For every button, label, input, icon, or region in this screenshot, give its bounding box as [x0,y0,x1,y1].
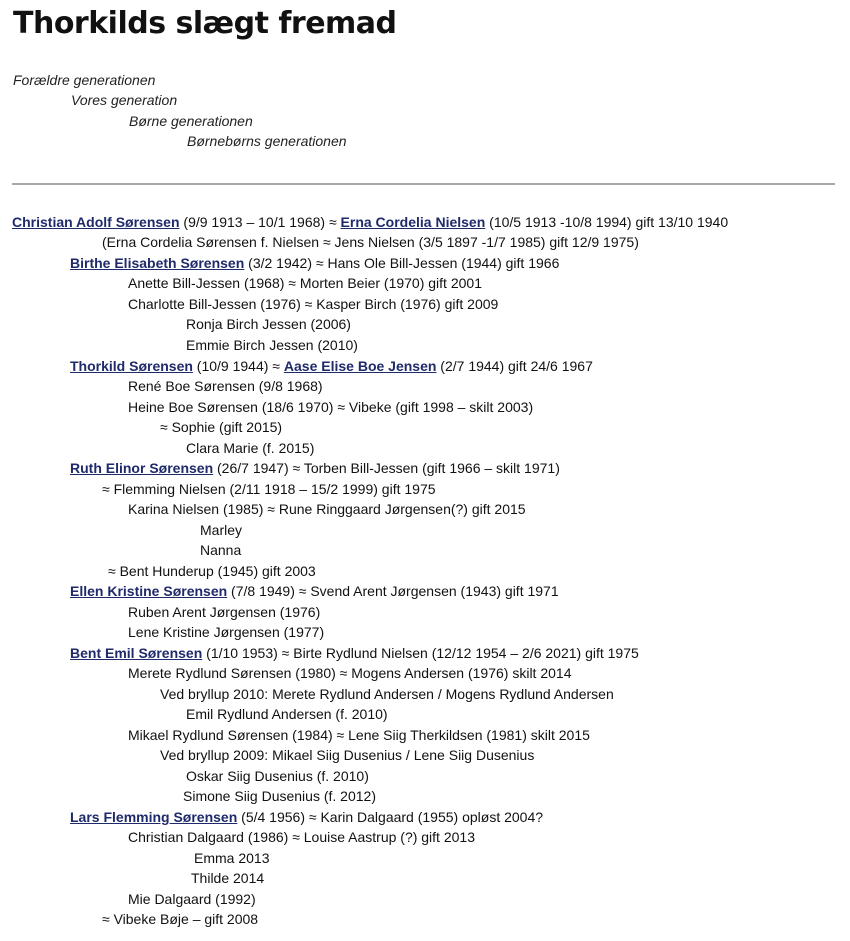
tree-line: Oskar Siig Dusenius (f. 2010) [186,768,369,784]
line-text: (5/4 1956) ≈ Karin Dalgaard (1955) opløst 2004? [237,809,544,825]
line-text: (3/2 1942) ≈ Hans Ole Bill-Jessen (1944) gift 1966 [244,255,560,271]
tree-line-child [70,253,559,273]
divider-line [12,183,835,185]
page-title: Thorkilds slægt fremad [13,6,397,41]
person-link-ellen-kristine[interactable]: Ellen Kristine Sørensen [70,583,228,599]
person-link-lars-flemming[interactable]: Lars Flemming Sørensen [70,809,238,825]
tree-line: Emil Rydlund Andersen (f. 2010) [186,706,388,722]
legend-children-generation: Børne generationen [129,113,253,129]
tree-line: Anette Bill-Jessen (1968) ≈ Morten Beier (1970) gift 2001 [128,275,482,291]
line-text: (10/5 1913 -10/8 1994) gift 13/10 1940 [485,214,729,230]
tree-line: Ved bryllup 2009: Mikael Siig Dusenius / Lene Siig Dusenius [160,747,535,763]
tree-line-child [70,581,559,601]
legend-grandchildren-generation: Børnebørns generationen [187,133,347,149]
tree-line: Mie Dalgaard (1992) [128,891,256,907]
tree-line: Nanna [200,542,242,558]
tree-line-child [70,807,543,827]
person-link-christian-adolf[interactable]: Christian Adolf Sørensen [12,214,180,230]
legend-our-generation: Vores generation [71,92,178,108]
tree-line: Heine Boe Sørensen (18/6 1970) ≈ Vibeke (gift 1998 – skilt 2003) [128,399,534,415]
tree-line-child [70,458,560,478]
tree-line: ≈ Flemming Nielsen (2/11 1918 – 15/2 1999) gift 1975 [102,481,436,497]
person-link-thorkild[interactable]: Thorkild Sørensen [70,358,193,374]
person-link-bent-emil[interactable]: Bent Emil Sørensen [70,645,203,661]
line-text: (2/7 1944) gift 24/6 1967 [436,358,593,374]
person-link-erna-cordelia[interactable]: Erna Cordelia Nielsen [340,214,486,230]
tree-line: Ruben Arent Jørgensen (1976) [128,604,321,620]
tree-line: ≈ Vibeke Bøje – gift 2008 [102,911,259,927]
tree-line-parents [12,212,728,232]
tree-line: Mikael Rydlund Sørensen (1984) ≈ Lene Siig Therkildsen (1981) skilt 2015 [128,727,590,743]
tree-line: ≈ Bent Hunderup (1945) gift 2003 [108,563,316,579]
line-text: (1/10 1953) ≈ Birte Rydlund Nielsen (12/12 1954 – 2/6 2021) gift 1975 [202,645,639,661]
tree-line: (Erna Cordelia Sørensen f. Nielsen ≈ Jens Nielsen (3/5 1897 -1/7 1985) gift 12/9 1975) [102,234,639,250]
line-text: (10/9 1944) ≈ [192,358,284,374]
tree-line: Christian Dalgaard (1986) ≈ Louise Aastrup (?) gift 2013 [128,829,475,845]
tree-line: Lene Kristine Jørgensen (1977) [128,624,325,640]
tree-line: Ved bryllup 2010: Merete Rydlund Andersen / Mogens Rydlund Andersen [160,686,614,702]
tree-line: ≈ Sophie (gift 2015) [160,419,283,435]
line-text: (9/9 1913 – 10/1 1968) ≈ [179,214,341,230]
tree-line: Emmie Birch Jessen (2010) [186,337,358,353]
tree-line: René Boe Sørensen (9/8 1968) [128,378,323,394]
tree-line: Clara Marie (f. 2015) [186,440,315,456]
tree-line: Emma 2013 [194,850,270,866]
tree-line: Simone Siig Dusenius (f. 2012) [183,788,376,804]
tree-line: Ronja Birch Jessen (2006) [186,316,351,332]
tree-line: Thilde 2014 [191,870,265,886]
tree-line: Marley [200,522,243,538]
line-text: (26/7 1947) ≈ Torben Bill-Jessen (gift 1966 – skilt 1971) [213,460,560,476]
tree-line: Karina Nielsen (1985) ≈ Rune Ringgaard Jørgensen(?) gift 2015 [128,501,526,517]
person-link-ruth-elinor[interactable]: Ruth Elinor Sørensen [70,460,214,476]
legend-parents-generation: Forældre generationen [13,72,156,88]
tree-line: Merete Rydlund Sørensen (1980) ≈ Mogens Andersen (1976) skilt 2014 [128,665,572,681]
tree-line-child [70,356,593,376]
tree-line: Charlotte Bill-Jessen (1976) ≈ Kasper Birch (1976) gift 2009 [128,296,499,312]
person-link-birthe-elisabeth[interactable]: Birthe Elisabeth Sørensen [70,255,245,271]
tree-line-child [70,643,639,663]
line-text: (7/8 1949) ≈ Svend Arent Jørgensen (1943) gift 1971 [227,583,559,599]
person-link-aase-elise[interactable]: Aase Elise Boe Jensen [283,358,437,374]
